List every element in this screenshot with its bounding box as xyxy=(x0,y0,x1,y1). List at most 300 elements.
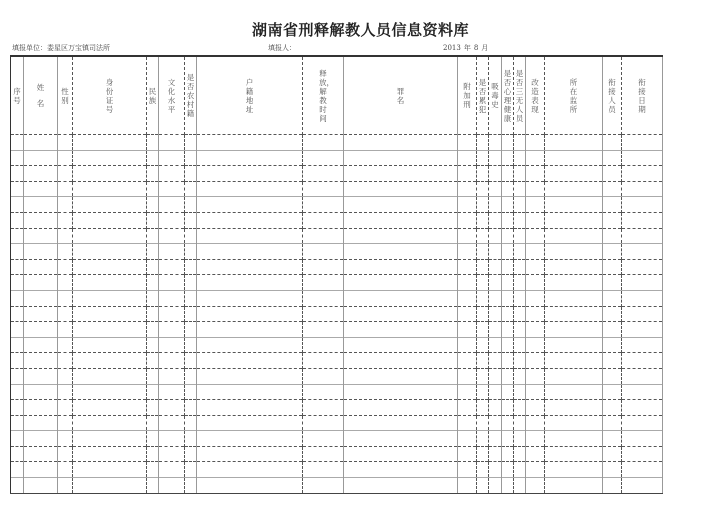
cell-crime[interactable] xyxy=(344,384,458,400)
cell-receiver[interactable] xyxy=(603,197,622,213)
cell-receiver[interactable] xyxy=(603,462,622,478)
cell-repeat_offender[interactable] xyxy=(477,166,489,182)
cell-receiver[interactable] xyxy=(603,228,622,244)
cell-gender[interactable] xyxy=(58,368,73,384)
cell-ethnicity[interactable] xyxy=(147,228,159,244)
cell-prison[interactable] xyxy=(545,306,603,322)
cell-connect_date[interactable] xyxy=(622,181,663,197)
cell-release_time[interactable] xyxy=(303,228,344,244)
cell-three_nos[interactable] xyxy=(514,322,526,338)
cell-gender[interactable] xyxy=(58,275,73,291)
cell-three_nos[interactable] xyxy=(514,244,526,260)
cell-name[interactable] xyxy=(24,259,58,275)
cell-release_time[interactable] xyxy=(303,462,344,478)
cell-mental_health[interactable] xyxy=(502,228,514,244)
cell-release_time[interactable] xyxy=(303,478,344,494)
cell-three_nos[interactable] xyxy=(514,197,526,213)
cell-education[interactable] xyxy=(159,337,185,353)
cell-crime[interactable] xyxy=(344,446,458,462)
cell-drug_history[interactable] xyxy=(489,353,502,369)
cell-ethnicity[interactable] xyxy=(147,353,159,369)
cell-reform_performance[interactable] xyxy=(526,150,545,166)
cell-ethnicity[interactable] xyxy=(147,306,159,322)
cell-gender[interactable] xyxy=(58,212,73,228)
cell-repeat_offender[interactable] xyxy=(477,228,489,244)
cell-id_number[interactable] xyxy=(73,462,147,478)
cell-mental_health[interactable] xyxy=(502,197,514,213)
cell-rural[interactable] xyxy=(185,431,197,447)
cell-release_time[interactable] xyxy=(303,259,344,275)
cell-seq[interactable] xyxy=(11,275,24,291)
cell-three_nos[interactable] xyxy=(514,415,526,431)
cell-receiver[interactable] xyxy=(603,322,622,338)
cell-reform_performance[interactable] xyxy=(526,244,545,260)
cell-prison[interactable] xyxy=(545,228,603,244)
cell-drug_history[interactable] xyxy=(489,337,502,353)
cell-connect_date[interactable] xyxy=(622,446,663,462)
cell-gender[interactable] xyxy=(58,400,73,416)
cell-connect_date[interactable] xyxy=(622,337,663,353)
cell-education[interactable] xyxy=(159,462,185,478)
cell-three_nos[interactable] xyxy=(514,446,526,462)
cell-release_time[interactable] xyxy=(303,337,344,353)
cell-mental_health[interactable] xyxy=(502,181,514,197)
cell-repeat_offender[interactable] xyxy=(477,478,489,494)
cell-receiver[interactable] xyxy=(603,431,622,447)
cell-connect_date[interactable] xyxy=(622,275,663,291)
cell-crime[interactable] xyxy=(344,259,458,275)
cell-gender[interactable] xyxy=(58,150,73,166)
cell-reform_performance[interactable] xyxy=(526,181,545,197)
cell-mental_health[interactable] xyxy=(502,384,514,400)
cell-crime[interactable] xyxy=(344,368,458,384)
cell-gender[interactable] xyxy=(58,228,73,244)
cell-additional_penalty[interactable] xyxy=(458,462,477,478)
cell-additional_penalty[interactable] xyxy=(458,306,477,322)
cell-ethnicity[interactable] xyxy=(147,446,159,462)
cell-reform_performance[interactable] xyxy=(526,415,545,431)
cell-drug_history[interactable] xyxy=(489,446,502,462)
cell-seq[interactable] xyxy=(11,290,24,306)
cell-additional_penalty[interactable] xyxy=(458,353,477,369)
cell-release_time[interactable] xyxy=(303,197,344,213)
cell-ethnicity[interactable] xyxy=(147,384,159,400)
cell-name[interactable] xyxy=(24,322,58,338)
cell-rural[interactable] xyxy=(185,337,197,353)
cell-household_address[interactable] xyxy=(197,353,303,369)
cell-connect_date[interactable] xyxy=(622,212,663,228)
cell-three_nos[interactable] xyxy=(514,290,526,306)
cell-prison[interactable] xyxy=(545,166,603,182)
cell-reform_performance[interactable] xyxy=(526,353,545,369)
cell-release_time[interactable] xyxy=(303,290,344,306)
cell-gender[interactable] xyxy=(58,244,73,260)
cell-mental_health[interactable] xyxy=(502,462,514,478)
cell-receiver[interactable] xyxy=(603,212,622,228)
cell-ethnicity[interactable] xyxy=(147,197,159,213)
cell-reform_performance[interactable] xyxy=(526,446,545,462)
cell-ethnicity[interactable] xyxy=(147,322,159,338)
cell-seq[interactable] xyxy=(11,212,24,228)
cell-rural[interactable] xyxy=(185,275,197,291)
cell-receiver[interactable] xyxy=(603,306,622,322)
cell-prison[interactable] xyxy=(545,368,603,384)
cell-mental_health[interactable] xyxy=(502,353,514,369)
cell-reform_performance[interactable] xyxy=(526,197,545,213)
cell-crime[interactable] xyxy=(344,400,458,416)
cell-drug_history[interactable] xyxy=(489,135,502,151)
cell-mental_health[interactable] xyxy=(502,275,514,291)
cell-id_number[interactable] xyxy=(73,228,147,244)
cell-name[interactable] xyxy=(24,166,58,182)
cell-release_time[interactable] xyxy=(303,212,344,228)
cell-connect_date[interactable] xyxy=(622,244,663,260)
cell-release_time[interactable] xyxy=(303,150,344,166)
cell-gender[interactable] xyxy=(58,353,73,369)
cell-release_time[interactable] xyxy=(303,368,344,384)
cell-education[interactable] xyxy=(159,446,185,462)
cell-mental_health[interactable] xyxy=(502,446,514,462)
cell-ethnicity[interactable] xyxy=(147,415,159,431)
cell-seq[interactable] xyxy=(11,431,24,447)
cell-three_nos[interactable] xyxy=(514,462,526,478)
cell-ethnicity[interactable] xyxy=(147,337,159,353)
cell-mental_health[interactable] xyxy=(502,290,514,306)
cell-reform_performance[interactable] xyxy=(526,400,545,416)
cell-three_nos[interactable] xyxy=(514,228,526,244)
cell-connect_date[interactable] xyxy=(622,197,663,213)
cell-seq[interactable] xyxy=(11,197,24,213)
cell-gender[interactable] xyxy=(58,462,73,478)
cell-mental_health[interactable] xyxy=(502,150,514,166)
cell-name[interactable] xyxy=(24,337,58,353)
cell-prison[interactable] xyxy=(545,337,603,353)
cell-receiver[interactable] xyxy=(603,150,622,166)
cell-household_address[interactable] xyxy=(197,478,303,494)
cell-repeat_offender[interactable] xyxy=(477,353,489,369)
cell-seq[interactable] xyxy=(11,462,24,478)
cell-reform_performance[interactable] xyxy=(526,306,545,322)
cell-household_address[interactable] xyxy=(197,228,303,244)
cell-id_number[interactable] xyxy=(73,353,147,369)
cell-household_address[interactable] xyxy=(197,462,303,478)
cell-drug_history[interactable] xyxy=(489,415,502,431)
cell-name[interactable] xyxy=(24,384,58,400)
cell-name[interactable] xyxy=(24,462,58,478)
cell-household_address[interactable] xyxy=(197,415,303,431)
cell-receiver[interactable] xyxy=(603,353,622,369)
cell-education[interactable] xyxy=(159,181,185,197)
cell-name[interactable] xyxy=(24,306,58,322)
cell-drug_history[interactable] xyxy=(489,431,502,447)
cell-household_address[interactable] xyxy=(197,322,303,338)
cell-seq[interactable] xyxy=(11,181,24,197)
cell-id_number[interactable] xyxy=(73,259,147,275)
cell-additional_penalty[interactable] xyxy=(458,290,477,306)
cell-crime[interactable] xyxy=(344,150,458,166)
cell-id_number[interactable] xyxy=(73,166,147,182)
cell-rural[interactable] xyxy=(185,462,197,478)
cell-crime[interactable] xyxy=(344,197,458,213)
cell-rural[interactable] xyxy=(185,384,197,400)
cell-reform_performance[interactable] xyxy=(526,431,545,447)
cell-three_nos[interactable] xyxy=(514,135,526,151)
cell-mental_health[interactable] xyxy=(502,431,514,447)
cell-prison[interactable] xyxy=(545,322,603,338)
cell-connect_date[interactable] xyxy=(622,400,663,416)
cell-id_number[interactable] xyxy=(73,400,147,416)
cell-ethnicity[interactable] xyxy=(147,368,159,384)
cell-seq[interactable] xyxy=(11,337,24,353)
cell-reform_performance[interactable] xyxy=(526,290,545,306)
cell-mental_health[interactable] xyxy=(502,166,514,182)
cell-crime[interactable] xyxy=(344,337,458,353)
cell-name[interactable] xyxy=(24,400,58,416)
cell-drug_history[interactable] xyxy=(489,181,502,197)
cell-release_time[interactable] xyxy=(303,244,344,260)
cell-id_number[interactable] xyxy=(73,322,147,338)
cell-additional_penalty[interactable] xyxy=(458,166,477,182)
cell-education[interactable] xyxy=(159,322,185,338)
cell-seq[interactable] xyxy=(11,400,24,416)
cell-education[interactable] xyxy=(159,368,185,384)
cell-additional_penalty[interactable] xyxy=(458,197,477,213)
cell-gender[interactable] xyxy=(58,197,73,213)
cell-drug_history[interactable] xyxy=(489,150,502,166)
cell-name[interactable] xyxy=(24,446,58,462)
cell-receiver[interactable] xyxy=(603,384,622,400)
cell-release_time[interactable] xyxy=(303,166,344,182)
cell-crime[interactable] xyxy=(344,228,458,244)
cell-ethnicity[interactable] xyxy=(147,150,159,166)
cell-household_address[interactable] xyxy=(197,384,303,400)
cell-seq[interactable] xyxy=(11,384,24,400)
cell-crime[interactable] xyxy=(344,181,458,197)
cell-connect_date[interactable] xyxy=(622,431,663,447)
cell-mental_health[interactable] xyxy=(502,306,514,322)
cell-gender[interactable] xyxy=(58,290,73,306)
cell-gender[interactable] xyxy=(58,166,73,182)
cell-connect_date[interactable] xyxy=(622,228,663,244)
cell-repeat_offender[interactable] xyxy=(477,135,489,151)
cell-mental_health[interactable] xyxy=(502,244,514,260)
cell-drug_history[interactable] xyxy=(489,244,502,260)
cell-crime[interactable] xyxy=(344,415,458,431)
cell-name[interactable] xyxy=(24,478,58,494)
cell-prison[interactable] xyxy=(545,150,603,166)
cell-repeat_offender[interactable] xyxy=(477,197,489,213)
cell-connect_date[interactable] xyxy=(622,478,663,494)
cell-drug_history[interactable] xyxy=(489,197,502,213)
cell-education[interactable] xyxy=(159,431,185,447)
cell-receiver[interactable] xyxy=(603,135,622,151)
cell-three_nos[interactable] xyxy=(514,337,526,353)
cell-gender[interactable] xyxy=(58,181,73,197)
cell-rural[interactable] xyxy=(185,446,197,462)
cell-seq[interactable] xyxy=(11,322,24,338)
cell-additional_penalty[interactable] xyxy=(458,181,477,197)
cell-release_time[interactable] xyxy=(303,384,344,400)
cell-repeat_offender[interactable] xyxy=(477,212,489,228)
cell-gender[interactable] xyxy=(58,322,73,338)
cell-name[interactable] xyxy=(24,150,58,166)
cell-household_address[interactable] xyxy=(197,212,303,228)
cell-prison[interactable] xyxy=(545,181,603,197)
cell-mental_health[interactable] xyxy=(502,322,514,338)
cell-drug_history[interactable] xyxy=(489,322,502,338)
cell-education[interactable] xyxy=(159,197,185,213)
cell-drug_history[interactable] xyxy=(489,212,502,228)
cell-household_address[interactable] xyxy=(197,259,303,275)
cell-seq[interactable] xyxy=(11,166,24,182)
cell-rural[interactable] xyxy=(185,290,197,306)
cell-three_nos[interactable] xyxy=(514,306,526,322)
cell-mental_health[interactable] xyxy=(502,337,514,353)
cell-additional_penalty[interactable] xyxy=(458,322,477,338)
cell-crime[interactable] xyxy=(344,290,458,306)
cell-rural[interactable] xyxy=(185,212,197,228)
cell-mental_health[interactable] xyxy=(502,415,514,431)
cell-reform_performance[interactable] xyxy=(526,135,545,151)
cell-drug_history[interactable] xyxy=(489,384,502,400)
cell-additional_penalty[interactable] xyxy=(458,228,477,244)
cell-release_time[interactable] xyxy=(303,275,344,291)
cell-name[interactable] xyxy=(24,290,58,306)
cell-id_number[interactable] xyxy=(73,306,147,322)
cell-household_address[interactable] xyxy=(197,290,303,306)
cell-receiver[interactable] xyxy=(603,415,622,431)
cell-ethnicity[interactable] xyxy=(147,462,159,478)
cell-three_nos[interactable] xyxy=(514,353,526,369)
cell-seq[interactable] xyxy=(11,150,24,166)
cell-name[interactable] xyxy=(24,212,58,228)
cell-drug_history[interactable] xyxy=(489,306,502,322)
cell-id_number[interactable] xyxy=(73,275,147,291)
cell-education[interactable] xyxy=(159,135,185,151)
cell-crime[interactable] xyxy=(344,322,458,338)
cell-education[interactable] xyxy=(159,478,185,494)
cell-household_address[interactable] xyxy=(197,431,303,447)
cell-repeat_offender[interactable] xyxy=(477,400,489,416)
cell-three_nos[interactable] xyxy=(514,400,526,416)
cell-name[interactable] xyxy=(24,368,58,384)
cell-release_time[interactable] xyxy=(303,181,344,197)
cell-release_time[interactable] xyxy=(303,306,344,322)
cell-prison[interactable] xyxy=(545,462,603,478)
cell-receiver[interactable] xyxy=(603,478,622,494)
cell-prison[interactable] xyxy=(545,446,603,462)
cell-reform_performance[interactable] xyxy=(526,322,545,338)
cell-reform_performance[interactable] xyxy=(526,275,545,291)
cell-seq[interactable] xyxy=(11,478,24,494)
cell-name[interactable] xyxy=(24,135,58,151)
cell-repeat_offender[interactable] xyxy=(477,431,489,447)
cell-id_number[interactable] xyxy=(73,431,147,447)
cell-rural[interactable] xyxy=(185,135,197,151)
cell-release_time[interactable] xyxy=(303,353,344,369)
cell-three_nos[interactable] xyxy=(514,181,526,197)
cell-ethnicity[interactable] xyxy=(147,244,159,260)
cell-id_number[interactable] xyxy=(73,384,147,400)
cell-gender[interactable] xyxy=(58,415,73,431)
cell-education[interactable] xyxy=(159,150,185,166)
cell-receiver[interactable] xyxy=(603,446,622,462)
cell-gender[interactable] xyxy=(58,431,73,447)
cell-prison[interactable] xyxy=(545,197,603,213)
cell-education[interactable] xyxy=(159,384,185,400)
cell-receiver[interactable] xyxy=(603,368,622,384)
cell-connect_date[interactable] xyxy=(622,384,663,400)
cell-household_address[interactable] xyxy=(197,244,303,260)
cell-ethnicity[interactable] xyxy=(147,400,159,416)
cell-name[interactable] xyxy=(24,415,58,431)
cell-crime[interactable] xyxy=(344,166,458,182)
cell-receiver[interactable] xyxy=(603,275,622,291)
cell-id_number[interactable] xyxy=(73,415,147,431)
cell-education[interactable] xyxy=(159,244,185,260)
cell-repeat_offender[interactable] xyxy=(477,446,489,462)
cell-seq[interactable] xyxy=(11,446,24,462)
cell-rural[interactable] xyxy=(185,244,197,260)
cell-mental_health[interactable] xyxy=(502,135,514,151)
cell-drug_history[interactable] xyxy=(489,368,502,384)
cell-connect_date[interactable] xyxy=(622,150,663,166)
cell-seq[interactable] xyxy=(11,368,24,384)
cell-prison[interactable] xyxy=(545,384,603,400)
cell-reform_performance[interactable] xyxy=(526,384,545,400)
cell-reform_performance[interactable] xyxy=(526,368,545,384)
cell-rural[interactable] xyxy=(185,353,197,369)
cell-household_address[interactable] xyxy=(197,337,303,353)
cell-prison[interactable] xyxy=(545,259,603,275)
cell-release_time[interactable] xyxy=(303,415,344,431)
cell-rural[interactable] xyxy=(185,306,197,322)
cell-connect_date[interactable] xyxy=(622,368,663,384)
cell-repeat_offender[interactable] xyxy=(477,244,489,260)
cell-prison[interactable] xyxy=(545,275,603,291)
cell-prison[interactable] xyxy=(545,431,603,447)
cell-repeat_offender[interactable] xyxy=(477,306,489,322)
cell-seq[interactable] xyxy=(11,228,24,244)
cell-repeat_offender[interactable] xyxy=(477,462,489,478)
cell-id_number[interactable] xyxy=(73,478,147,494)
cell-three_nos[interactable] xyxy=(514,259,526,275)
cell-household_address[interactable] xyxy=(197,197,303,213)
cell-ethnicity[interactable] xyxy=(147,478,159,494)
cell-additional_penalty[interactable] xyxy=(458,400,477,416)
cell-ethnicity[interactable] xyxy=(147,431,159,447)
cell-connect_date[interactable] xyxy=(622,353,663,369)
cell-additional_penalty[interactable] xyxy=(458,244,477,260)
cell-seq[interactable] xyxy=(11,244,24,260)
cell-crime[interactable] xyxy=(344,212,458,228)
cell-connect_date[interactable] xyxy=(622,290,663,306)
cell-three_nos[interactable] xyxy=(514,150,526,166)
cell-rural[interactable] xyxy=(185,368,197,384)
cell-repeat_offender[interactable] xyxy=(477,181,489,197)
cell-id_number[interactable] xyxy=(73,446,147,462)
cell-education[interactable] xyxy=(159,259,185,275)
cell-three_nos[interactable] xyxy=(514,384,526,400)
cell-repeat_offender[interactable] xyxy=(477,150,489,166)
cell-mental_health[interactable] xyxy=(502,259,514,275)
cell-rural[interactable] xyxy=(185,181,197,197)
cell-crime[interactable] xyxy=(344,478,458,494)
cell-drug_history[interactable] xyxy=(489,166,502,182)
cell-crime[interactable] xyxy=(344,244,458,260)
cell-crime[interactable] xyxy=(344,353,458,369)
cell-receiver[interactable] xyxy=(603,400,622,416)
